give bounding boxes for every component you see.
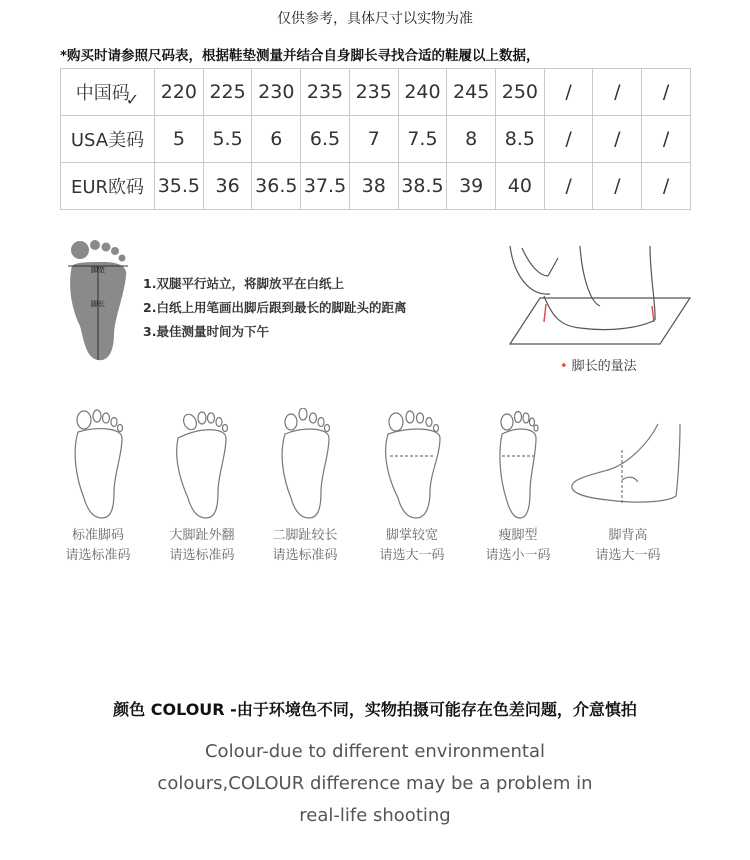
measure-step-2: 2.白纸上用笔画出脚后跟到最长的脚趾头的距离 — [143, 300, 407, 315]
table-cell: 225 — [203, 69, 252, 116]
row-label-cn: 中国码✓ — [61, 69, 155, 116]
purchase-instruction: *购买时请参照尺码表，根据鞋垫测量并结合自身脚长寻找合适的鞋履以上数据， — [60, 48, 540, 64]
table-cell: 8 — [447, 116, 496, 163]
table-cell: 37.5 — [301, 163, 350, 210]
foot-width-label: 脚宽 — [91, 266, 105, 274]
table-cell: 230 — [252, 69, 301, 116]
table-row-usa — [61, 116, 691, 163]
table-cell: 6 — [252, 116, 301, 163]
table-cell: 8.5 — [496, 116, 545, 163]
table-cell: 235 — [349, 69, 398, 116]
colour-notice-english: Colour-due to different environmental colours,COLOUR difference may be a problem in real-life shooting — [157, 741, 593, 826]
table-cell: / — [593, 116, 642, 163]
table-cell: 235 — [301, 69, 350, 116]
table-cell: / — [544, 69, 593, 116]
table-cell: / — [593, 163, 642, 210]
row-label-usa: USA美码 — [61, 116, 155, 163]
table-cell: / — [544, 163, 593, 210]
foot-type-caption: 脚背高 请选大一码 — [595, 528, 661, 563]
table-cell: 250 — [496, 69, 545, 116]
foot-type-long-second-toe-icon — [275, 408, 335, 520]
table-cell: 38.5 — [398, 163, 447, 210]
table-cell: / — [642, 116, 691, 163]
table-cell: 245 — [447, 69, 496, 116]
table-cell: / — [642, 69, 691, 116]
table-cell: / — [593, 69, 642, 116]
measuring-illustration — [500, 236, 700, 354]
table-cell: 5 — [155, 116, 204, 163]
table-cell: 36.5 — [252, 163, 301, 210]
table-cell: 7 — [349, 116, 398, 163]
table-cell: / — [544, 116, 593, 163]
foot-type-caption: 二脚趾较长 请选标准码 — [272, 528, 338, 563]
table-cell: / — [642, 163, 691, 210]
table-cell: 40 — [496, 163, 545, 210]
table-cell: 6.5 — [301, 116, 350, 163]
foot-type-bunion-icon — [172, 408, 232, 520]
foot-length-label: 脚长 — [91, 300, 105, 308]
foot-type-caption: 标准脚码 请选标准码 — [65, 528, 131, 563]
colour-notice-title: 颜色 COLOUR -由于环境色不同，实物拍摄可能存在色差问题，介意慎拍 — [113, 700, 637, 719]
foot-sole-diagram — [58, 236, 138, 366]
table-cell: 220 — [155, 69, 204, 116]
foot-type-caption: 脚掌较宽 请选大一码 — [379, 528, 445, 563]
measure-step-3: 3.最佳测量时间为下午 — [143, 324, 269, 339]
table-cell: 35.5 — [155, 163, 204, 210]
foot-type-wide-icon — [382, 408, 442, 520]
foot-type-standard-icon — [68, 408, 128, 520]
table-row-eur — [61, 163, 691, 210]
table-row-cn — [61, 69, 691, 116]
check-icon: ✓ — [125, 90, 140, 109]
measure-step-1: 1.双腿平行站立，将脚放平在白纸上 — [143, 276, 344, 291]
disclaimer-note: 仅供参考，具体尺寸以实物为准 — [277, 11, 473, 27]
size-chart-table — [60, 68, 691, 210]
table-cell: 36 — [203, 163, 252, 210]
table-cell: 7.5 — [398, 116, 447, 163]
measure-method-caption: • 脚长的量法 — [560, 359, 637, 374]
table-cell: 240 — [398, 69, 447, 116]
table-cell: 39 — [447, 163, 496, 210]
table-cell: 38 — [349, 163, 398, 210]
table-cell: 5.5 — [203, 116, 252, 163]
foot-type-high-instep-icon — [568, 420, 688, 510]
foot-type-slim-icon — [488, 408, 548, 520]
bullet-dot-icon: • — [560, 359, 568, 374]
row-label-eur: EUR欧码 — [61, 163, 155, 210]
foot-type-caption: 大脚趾外翻 请选标准码 — [169, 528, 235, 563]
foot-type-caption: 瘦脚型 请选小一码 — [485, 528, 551, 563]
